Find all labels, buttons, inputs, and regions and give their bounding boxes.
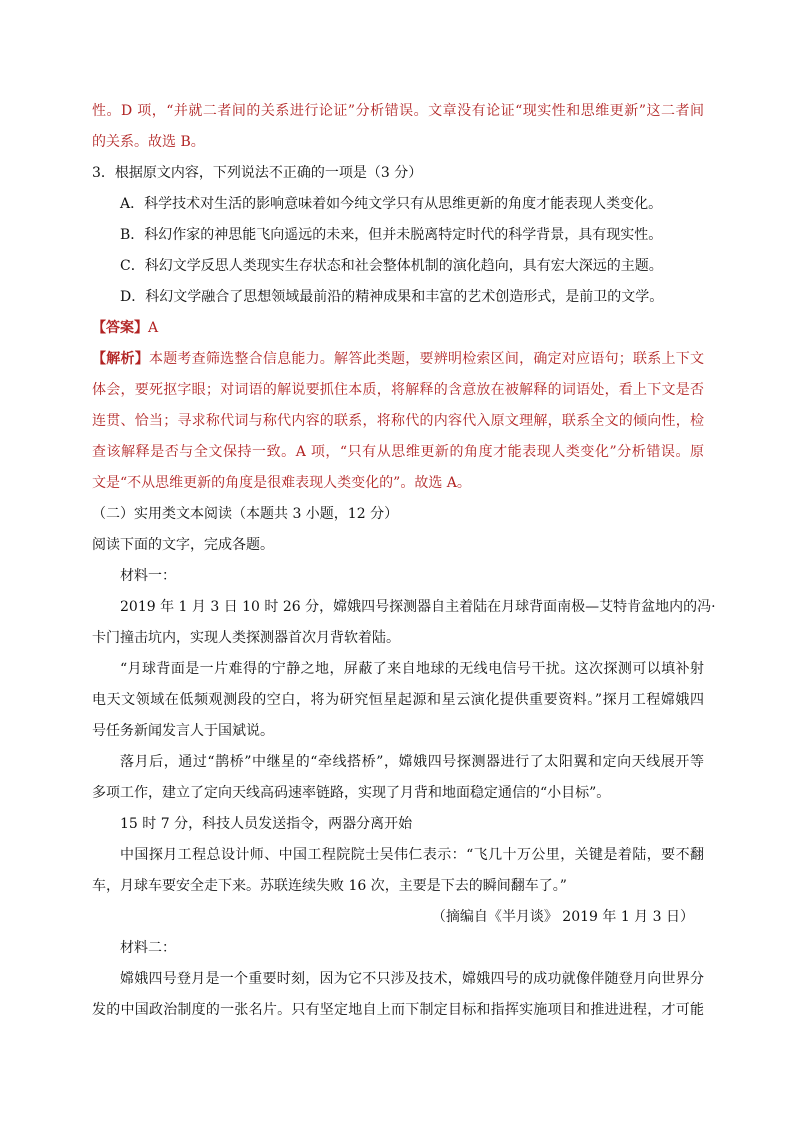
material-1-paragraph: 号任务新闻发言人于国斌说。 <box>92 723 274 739</box>
material-1-paragraph: 卡门撞击坑内，实现人类探测器首次月背软着陆。 <box>92 630 400 646</box>
section-instruction: 阅读下面的文字，完成各题。 <box>92 537 274 553</box>
answer-line <box>92 313 704 344</box>
option-a: A．科学技术对生活的影响意味着如今纯文学只有从思维更新的角度才能表现人类变化。 <box>120 196 663 212</box>
material-2-paragraph: 嫦娥四号登月是一个重要时刻，因为它不只涉及技术，嫦娥四号的成功就像伴随登月向世界分 <box>120 971 704 987</box>
option-b: B．科幻作家的神思能飞向遥远的未来，但并未脱离特定时代的科学背景，具有现实性。 <box>120 227 663 243</box>
material-1-paragraph: 多项工作，建立了定向天线高码速率链路，实现了月背和地面稳定通信的“小目标”。 <box>92 785 611 801</box>
material-1-paragraph: 15 时 7 分，科技人员发送指令，两器分离开始 <box>120 816 413 832</box>
analysis-line: 查该解释是否与全文保持一致。A 项，“只有从思维更新的角度才能表现人类变化”分析错误。原 <box>92 444 704 460</box>
document-page <box>92 96 716 1026</box>
option-d: D．科幻文学融合了思想领域最前沿的精神成果和丰富的艺术创造形式，是前卫的文学。 <box>120 289 664 305</box>
analysis-label: 【解析】 <box>92 351 149 367</box>
analysis-line: 文是“不从思维更新的角度是很难表现人类变化的”。故选 A。 <box>92 475 471 491</box>
section-heading: （二）实用类文本阅读（本题共 3 小题，12 分） <box>92 506 399 522</box>
analysis-line: 连贯、恰当；寻求称代词与称代内容的联系，将称代的内容代入原文理解，联系全文的倾向性，检 <box>92 413 704 429</box>
analysis-line <box>92 344 704 375</box>
answer-label: 【答案】 <box>92 320 148 336</box>
q2-analysis-line: 的关系。故选 B。 <box>92 134 205 150</box>
question-3: 3．根据原文内容，下列说法不正确的一项是（3 分） <box>92 165 423 181</box>
material-1-paragraph: 电天文领域在低频观测段的空白，将为研究恒星起源和星云演化提供重要资料。”探月工程嫦娥四 <box>92 692 704 708</box>
analysis-text: 本题考查筛选整合信息能力。解答此类题，要辨明检索区间，确定对应语句；联系上下文 <box>148 351 704 367</box>
material-2-label: 材料二： <box>120 940 176 956</box>
material-1-paragraph: 2019 年 1 月 3 日 10 时 26 分，嫦娥四号探测器自主着陆在月球背面南极—艾特肯盆地内的冯· <box>120 599 716 615</box>
source-citation: （摘编自《半月谈》 2019 年 1 月 3 日） <box>431 909 694 925</box>
answer-value: A <box>148 320 159 336</box>
material-1-paragraph: 落月后，通过“鹊桥”中继星的“牵线搭桥”，嫦娥四号探测器进行了太阳翼和定向天线展开等 <box>120 754 704 770</box>
analysis-line: 体会，要死抠字眼；对词语的解说要抓住本质，将解释的含意放在被解释的词语处，看上下文是否 <box>92 382 704 398</box>
option-c: C．科幻文学反思人类现实生存状态和社会整体机制的演化趋向，具有宏大深远的主题。 <box>120 258 663 274</box>
q2-analysis-line: 性。D 项，“并就二者间的关系进行论证”分析错误。文章没有论证“现实性和思维更新”这二者间 <box>92 103 704 119</box>
material-1-label: 材料一： <box>120 568 176 584</box>
material-1-paragraph: 车，月球车要安全走下来。苏联连续失败 16 次，主要是下去的瞬间翻车了。” <box>92 878 567 894</box>
material-1-paragraph: 中国探月工程总设计师、中国工程院院士吴伟仁表示：“飞几十万公里，关键是着陆，要不翻 <box>120 847 704 863</box>
material-2-paragraph: 发的中国政治制度的一张名片。只有坚定地自上而下制定目标和指挥实施项目和推进进程，才可能 <box>92 1002 704 1018</box>
material-1-paragraph: “月球背面是一片难得的宁静之地，屏蔽了来自地球的无线电信号干扰。这次探测可以填补射 <box>120 661 704 677</box>
